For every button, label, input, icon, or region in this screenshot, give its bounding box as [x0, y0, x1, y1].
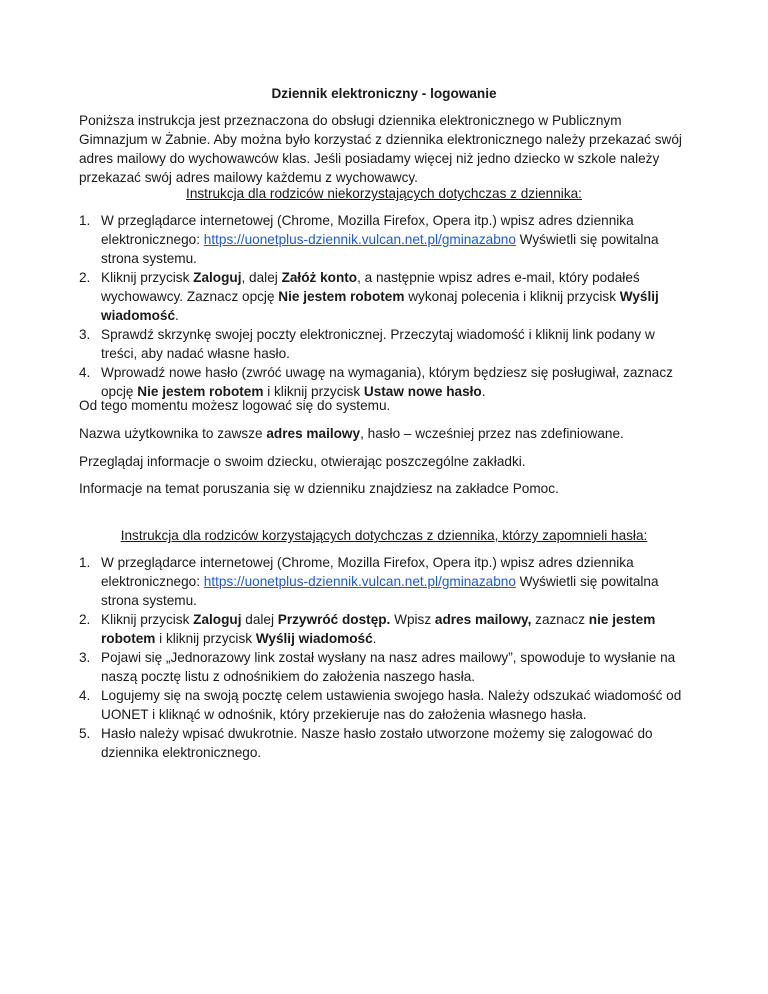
- list-item: [79, 211, 689, 268]
- step-text: Pojawi się „Jednorazowy link został wysłany na nasz adres mailowy”, spowoduje to wysłanie na naszą pocztę listu z odnośnikiem do założenia naszego hasła.: [101, 650, 676, 684]
- section1-heading: Instrukcja dla rodziców niekorzystających dotychczas z dziennika:: [186, 186, 582, 201]
- step-number: 3.: [79, 650, 91, 665]
- step-text: Wyświetli się powitalna strona systemu.: [101, 232, 659, 266]
- step-text: W przeglądarce internetowej (Chrome, Mozilla Firefox, Opera itp.) wpisz adres dziennika elektronicznego:: [101, 555, 634, 589]
- step-number: 4.: [79, 688, 91, 703]
- step-number: 4.: [79, 365, 91, 380]
- step-number: 1.: [79, 555, 91, 570]
- list-item: [79, 724, 689, 762]
- section2-heading: Instrukcja dla rodziców korzystających dotychczas z dziennika, którzy zapomnieli hasła:: [120, 528, 648, 543]
- step-text: Sprawdź skrzynkę swojej poczty elektronicznej. Przeczytaj wiadomość i kliknij link podany w treści, aby nadać własne hasło.: [101, 327, 655, 361]
- step-text: wykonaj polecenia i kliknij przycisk: [404, 289, 620, 304]
- list-item: [79, 553, 689, 610]
- paragraph-text: Nazwa użytkownika to zawsze: [79, 426, 267, 441]
- step-bold: Wyślij wiadomość: [255, 631, 373, 646]
- step-bold: Załóż konto: [281, 270, 358, 285]
- paragraph-help: Informacje na temat poruszania się w dzienniku znajdziesz na zakładce Pomoc.: [79, 481, 559, 496]
- step-text: Kliknij przycisk: [101, 612, 194, 627]
- list-item: [79, 268, 689, 325]
- step-text: Kliknij przycisk: [101, 270, 194, 285]
- paragraph-login: Od tego momentu możesz logować się do systemu.: [79, 398, 391, 413]
- paragraph-username: [79, 424, 689, 443]
- list-item: [79, 610, 689, 648]
- section1-steps: [79, 211, 689, 401]
- list-item: [79, 648, 689, 686]
- step-bold: nie jestem robotem: [101, 612, 656, 646]
- step-text: i kliknij przycisk: [263, 384, 364, 399]
- step-text: .: [175, 308, 179, 323]
- paragraph-browse: Przeglądaj informacje o swoim dziecku, otwierając poszczególne zakładki.: [79, 454, 526, 469]
- dziennik-link[interactable]: https://uonetplus-dziennik.vulcan.net.pl/gminazabno: [203, 232, 516, 247]
- paragraph-text: , hasło – wcześniej przez nas zdefiniowane.: [360, 426, 624, 441]
- section2-steps: [79, 553, 689, 762]
- step-text: Logujemy się na swoją pocztę celem ustawienia swojego hasła. Należy odszukać wiadomość od UONET i kliknąć w odnośnik, który przekieruje nas do założenia własnego hasła.: [101, 688, 682, 722]
- paragraph-bold: adres mailowy: [266, 426, 361, 441]
- step-bold: Zaloguj: [193, 612, 242, 627]
- step-text: i kliknij przycisk: [155, 631, 256, 646]
- step-bold: Nie jestem robotem: [278, 289, 405, 304]
- step-text: Hasło należy wpisać dwukrotnie. Nasze hasło zostało utworzone możemy się zalogować do dziennika elektronicznego.: [101, 726, 653, 760]
- step-text: , dalej: [241, 270, 282, 285]
- intro-paragraph: Poniższa instrukcja jest przeznaczona do obsługi dziennika elektronicznego w Publicznym Gimnazjum w Żabnie. Aby można było korzystać z dziennika elektronicznego należy przekazać swój adres mailowy do wychowawców klas. Jeśli posiadamy więcej niż jedno dziecko w szkole należy przekazać swój adres mailowy każdemu z wychowawcy.: [79, 113, 682, 185]
- step-text: .: [481, 384, 486, 399]
- step-text: dalej: [241, 612, 278, 627]
- step-text: Wpisz: [390, 612, 435, 627]
- step-bold: Nie jestem robotem: [137, 384, 264, 399]
- step-number: 5.: [79, 726, 91, 741]
- dziennik-link[interactable]: https://uonetplus-dziennik.vulcan.net.pl/gminazabno: [203, 574, 516, 589]
- step-text: , a następnie wpisz adres e-mail, który podałeś wychowawcy. Zaznacz opcję: [101, 270, 640, 304]
- step-number: 1.: [79, 213, 91, 228]
- step-bold: Przywróć dostęp.: [277, 612, 391, 627]
- step-bold: Ustaw nowe hasło: [363, 384, 482, 399]
- step-text: zaznacz: [531, 612, 589, 627]
- step-bold: Zaloguj: [193, 270, 242, 285]
- step-text: Wprowadź nowe hasło (zwróć uwagę na wymagania), którym będziesz się posługiwał, zaznacz opcję: [101, 365, 673, 399]
- list-item: [79, 325, 689, 363]
- list-item: [79, 686, 689, 724]
- step-text: .: [372, 631, 377, 646]
- step-number: 2.: [79, 270, 91, 285]
- step-bold: adres mailowy,: [434, 612, 532, 627]
- step-text: W przeglądarce internetowej (Chrome, Mozilla Firefox, Opera itp.) wpisz adres dziennika elektronicznego:: [101, 213, 634, 247]
- document-title: Dziennik elektroniczny - logowanie: [271, 86, 497, 101]
- step-number: 2.: [79, 612, 91, 627]
- step-bold: Wyślij wiadomość: [101, 289, 659, 323]
- step-text: Wyświetli się powitalna strona systemu.: [101, 574, 659, 608]
- step-number: 3.: [79, 327, 91, 342]
